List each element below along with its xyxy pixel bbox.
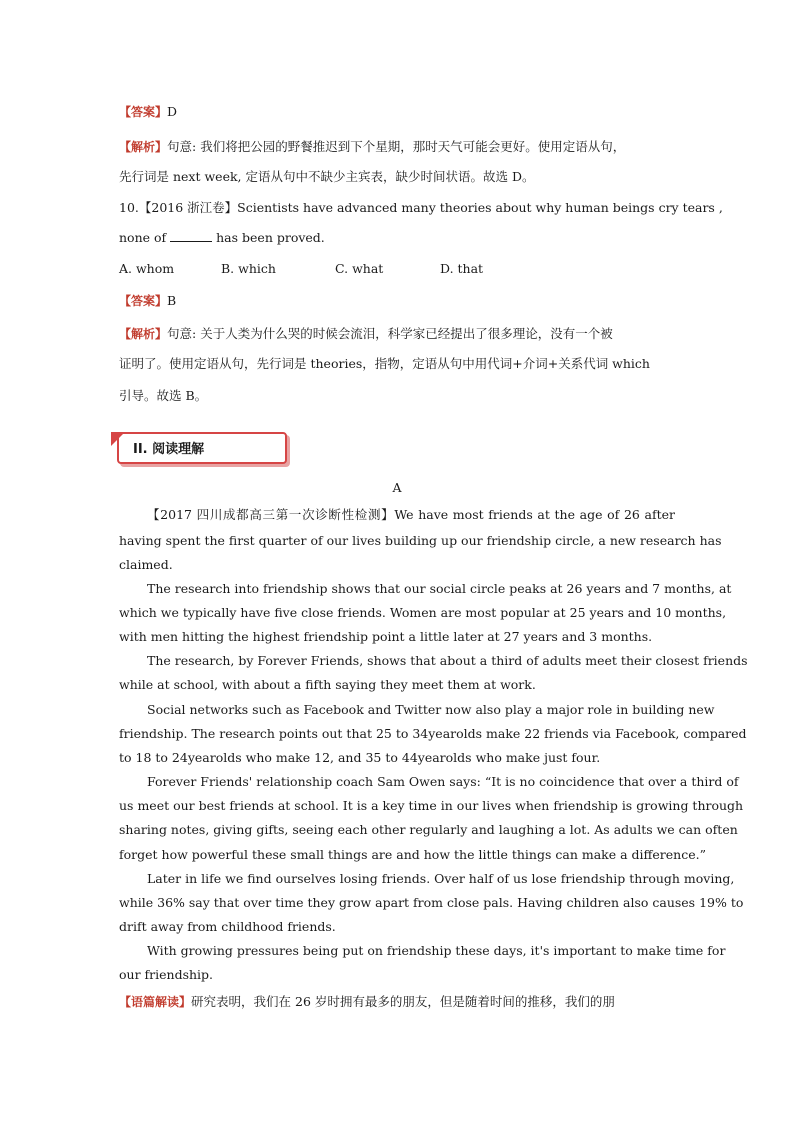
q10-analysis-line-1: 【解析】句意: 关于人类为什么哭的时候会流泪，科学家已经提出了很多理论，没有一个被 bbox=[119, 326, 613, 341]
passage-line: Social networks such as Facebook and Twitter now also play a major role in building new bbox=[147, 702, 715, 717]
analysis-tag: 【解析】 bbox=[119, 327, 168, 341]
passage-line: us meet our best friends at school. It is a key time in our lives when friendship is growing through bbox=[119, 798, 744, 813]
section-title: II. 阅读理解 bbox=[133, 442, 205, 457]
passage-line: with men hitting the highest friendship point a little later at 27 years and 3 months. bbox=[119, 629, 653, 644]
banner-corner-decoration bbox=[111, 432, 125, 446]
answer-tag: 【答案】 bbox=[119, 294, 168, 308]
passage-line: while at school, with about a fifth saying they meet them at work. bbox=[119, 677, 536, 692]
q10-analysis-line-2: 证明了。使用定语从句，先行词是 theories，指物，定语从句中用代词+介词+关系代词 which bbox=[119, 356, 650, 371]
passage-line: Later in life we find ourselves losing friends. Over half of us lose friendship through moving, bbox=[147, 871, 735, 886]
q10-answer bbox=[119, 293, 675, 309]
passage-line: to 18 to 24yearolds who make 12, and 35 to 44yearolds who make just four. bbox=[119, 750, 601, 765]
q10-stem-line-1: 10.【2016 浙江卷】Scientists have advanced many theories about why human beings cry tears , bbox=[119, 200, 723, 215]
discourse-interpretation: 【语篇解读】研究表明，我们在 26 岁时拥有最多的朋友，但是随着时间的推移，我们的朋 bbox=[119, 994, 615, 1009]
passage-line: sharing notes, giving gifts, seeing each other regularly and laughing a lot. As adults we can often bbox=[119, 822, 738, 837]
q9-analysis-line-2: 先行词是 next week, 定语从句中不缺少主宾表，缺少时间状语。故选 D。 bbox=[119, 169, 535, 184]
passage-line: The research, by Forever Friends, shows that about a third of adults meet their closest friends bbox=[147, 653, 748, 668]
answer-value: D bbox=[167, 104, 178, 119]
passage-line: forget how powerful these small things are and how the little things can make a difference.” bbox=[119, 847, 706, 862]
discourse-tag: 【语篇解读】 bbox=[119, 995, 192, 1009]
q9-analysis-line-1: 【解析】句意: 我们将把公园的野餐推迟到下个星期，那时天气可能会更好。使用定语从句， bbox=[119, 139, 626, 154]
answer-tag: 【答案】 bbox=[119, 105, 168, 119]
option-a: A. whom bbox=[119, 261, 175, 276]
passage-line: 【2017 四川成都高三第一次诊断性检测】We have most friends at the age of 26 after bbox=[147, 507, 675, 522]
answer-blank bbox=[170, 230, 212, 242]
passage-line: drift away from childhood friends. bbox=[119, 919, 336, 934]
section-banner bbox=[111, 432, 293, 464]
option-d: D. that bbox=[440, 261, 484, 276]
passage-line: having spent the first quarter of our lives building up our friendship circle, a new research has bbox=[119, 533, 722, 548]
q10-analysis-line-3: 引导。故选 B。 bbox=[119, 388, 208, 403]
passage-line: claimed. bbox=[119, 557, 173, 572]
passage-line: our friendship. bbox=[119, 967, 214, 982]
passage-line: which we typically have five close friends. Women are most popular at 25 years and 10 months, bbox=[119, 605, 727, 620]
passage-line: With growing pressures being put on friendship these days, it's important to make time for bbox=[147, 943, 726, 958]
option-c: C. what bbox=[335, 261, 384, 276]
q10-stem-line-2: none of has been proved. bbox=[119, 230, 325, 245]
passage-label: A bbox=[392, 480, 402, 495]
passage-line: while 36% say that over time they grow apart from close pals. Having children also causes 19% to bbox=[119, 895, 744, 910]
answer-value: B bbox=[167, 293, 177, 308]
option-b: B. which bbox=[221, 261, 276, 276]
q9-answer bbox=[119, 104, 675, 120]
passage-line: Forever Friends' relationship coach Sam Owen says: “It is no coincidence that over a third of bbox=[147, 774, 739, 789]
passage-line: friendship. The research points out that 25 to 34yearolds make 22 friends via Facebook, compared bbox=[119, 726, 747, 741]
analysis-tag: 【解析】 bbox=[119, 140, 168, 154]
passage-line: The research into friendship shows that our social circle peaks at 26 years and 7 months, at bbox=[147, 581, 732, 596]
